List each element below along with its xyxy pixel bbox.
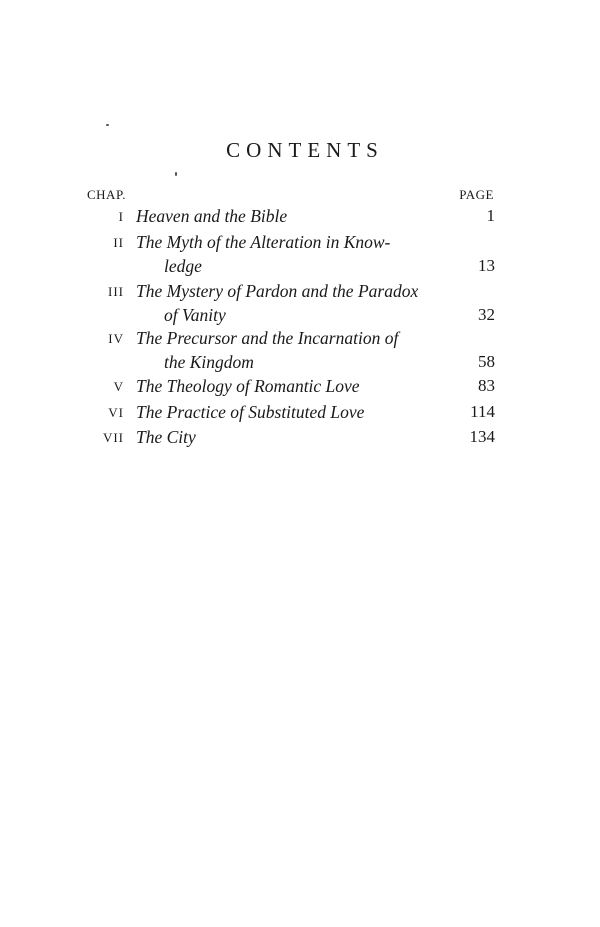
chapter-number: V	[113, 379, 124, 394]
page-number: 134	[469, 427, 495, 446]
page-number: 58	[478, 352, 495, 371]
chapter-title: The Practice of Substituted Love	[136, 402, 365, 422]
chapter-title: The Precursor and the Incarnation of	[136, 328, 399, 348]
contents-title: CONTENTS	[226, 138, 384, 162]
page-number: 1	[486, 206, 495, 225]
chapter-number: III	[108, 284, 124, 299]
print-speck	[106, 124, 109, 126]
page-number: 83	[478, 376, 495, 395]
page-number: 13	[478, 256, 495, 275]
chapter-title-continuation: of Vanity	[164, 305, 226, 325]
page-number: 114	[470, 402, 495, 421]
chapter-title-continuation: the Kingdom	[164, 352, 254, 372]
chapter-number: I	[118, 209, 124, 224]
chapter-title: The Mystery of Pardon and the Paradox	[136, 281, 419, 301]
chapter-title-continuation: ledge	[164, 256, 202, 276]
chapter-number: IV	[108, 331, 124, 346]
chapter-column-header: CHAP.	[87, 187, 126, 202]
chapter-number: VI	[108, 405, 124, 420]
chapter-title: The City	[136, 427, 196, 447]
chapter-title: The Theology of Romantic Love	[136, 376, 360, 396]
print-speck	[175, 172, 177, 176]
chapter-title: Heaven and the Bible	[136, 206, 288, 226]
page-column-header: PAGE	[459, 187, 494, 202]
chapter-number: VII	[102, 430, 124, 445]
chapter-number: II	[113, 235, 124, 250]
chapter-title: The Myth of the Alteration in Know-	[136, 232, 391, 252]
page-number: 32	[478, 305, 495, 324]
